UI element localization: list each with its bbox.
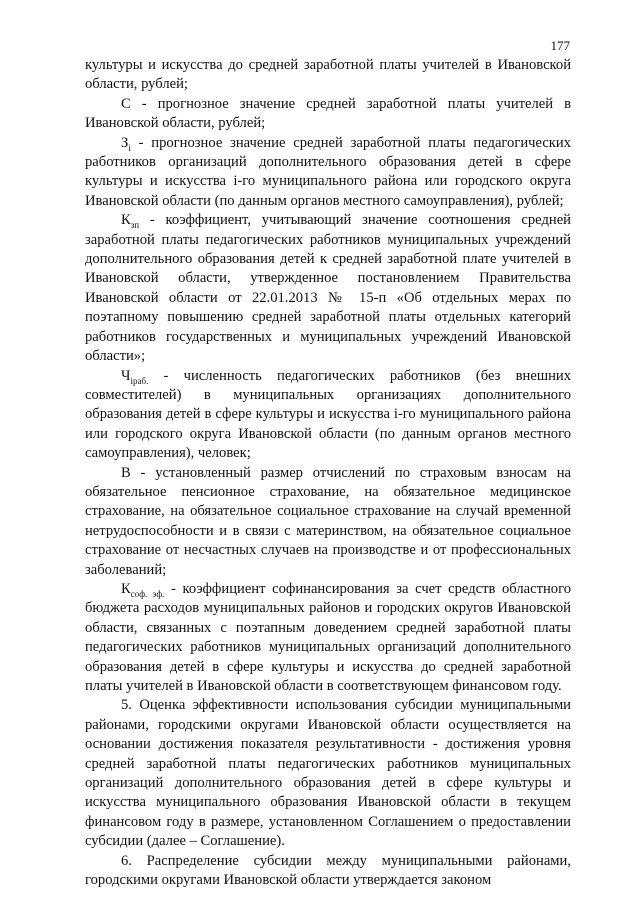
- paragraph-section-5: 5. Оценка эффективности использования субсидии муниципальными районами, городскими округами Ивановской области осуществляется на основании достижения показателя результативности - достижения уровня средней заработной платы педагогических работников муниципальных организаций дополнительного образования детей в сфере культуры и искусства муниципального образования Ивановской области в текущем финансовом году в размере, установленном Соглашением о предоставлении субсидии (далее – Соглашение).: [85, 697, 571, 850]
- symbol-k-subscript: зп: [130, 220, 140, 231]
- symbol-z: З: [121, 134, 129, 151]
- paragraph-definition-ch: [85, 367, 571, 464]
- symbol-ksof-subscript: соф. эф.: [130, 588, 165, 599]
- paragraph-definition-kzp: [85, 211, 571, 366]
- definition-ch-text: - численность педагогических работников (без внешних совместителей) в муниципальных организациях дополнительного образования детей в сфере культуры и искусства i-го муниципального района или городского округа Ивановской области (по данным органов местного самоуправления), человек;: [85, 367, 571, 462]
- symbol-ksof: К: [121, 580, 131, 597]
- paragraph-continuation: культуры и искусства до средней заработной платы учителей в Ивановской области, рублей;: [85, 57, 571, 93]
- paragraph-section-6: 6. Распределение субсидии между муниципальными районами, городскими округами Ивановской области утверждается законом: [85, 852, 571, 889]
- document-body: [85, 56, 571, 890]
- paragraph-definition-zi: [85, 134, 571, 212]
- paragraph-definition-ksof: [85, 580, 571, 696]
- definition-zi-text: - прогнозное значение средней заработной платы педагогических работников организаций дополнительного образования детей в сфере культуры и искусства i-го муниципального района или городского округа Ивановской области (по данным органов местного самоуправления), рублей;: [85, 134, 571, 209]
- paragraph-definition-b: В - установленный размер отчислений по страховым взносам на обязательное пенсионное страхование, на обязательное медицинское страхование, на обязательное социальное страхование на случай временной нетрудоспособности и в связи с материнством, на обязательное социальное страхование от несчастных случаев на производстве и от профессиональных заболеваний;: [85, 464, 571, 578]
- symbol-ch: Ч: [121, 367, 131, 384]
- symbol-z-subscript: i: [128, 142, 131, 153]
- symbol-ch-subscript: iраб.: [130, 375, 149, 386]
- symbol-k: К: [121, 212, 131, 229]
- definition-kzp-text: - коэффициент, учитывающий значение соотношения средней заработной платы педагогических работников муниципальных учреждений дополнительного образования детей к средней заработной плате учителей в Ивановской области, утвержденное постановлением Правительства Ивановской области от 22.01.2013 № 15-п «Об отдельных мерах по поэтапному повышению средней заработной платы отдельных категорий работников государственных и муниципальных учреждений Ивановской области»;: [85, 212, 571, 365]
- definition-ksof-text: - коэффициент софинансирования за счет средств областного бюджета расходов муниципальных районов и городских округов Ивановской области, связанных с поэтапным доведением средней заработной платы педагогических работников муниципальных организаций дополнительного образования детей в сфере культуры и искусства до средней заработной платы учителей в Ивановской области в соответствующем финансовом году.: [85, 580, 572, 694]
- page-number: 177: [550, 38, 570, 53]
- paragraph-definition-c: С - прогнозное значение средней заработной платы учителей в Ивановской области, рублей;: [85, 95, 571, 132]
